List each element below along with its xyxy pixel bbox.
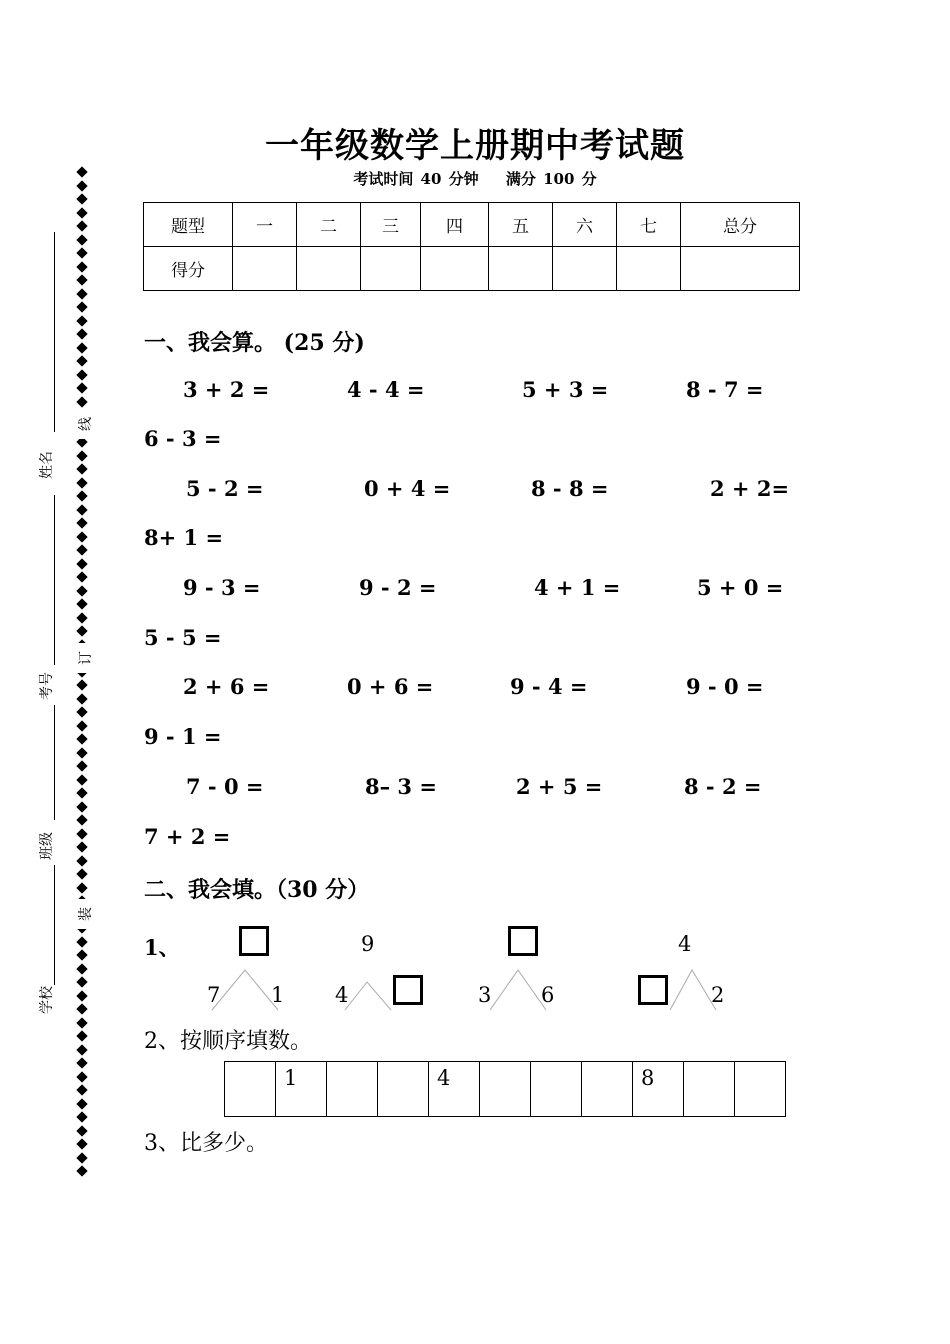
answer-box[interactable]: [239, 926, 269, 956]
diamond-bullet: [76, 531, 87, 542]
diamond-bullet: [76, 936, 87, 947]
diamond-bullet: [76, 679, 87, 690]
diamond-bullet: [76, 828, 87, 839]
sequence-cell[interactable]: [378, 1062, 429, 1117]
bond-left-number: 3: [478, 983, 492, 1007]
diamond-bullet: [76, 814, 87, 825]
equation: 8+ 1 =: [144, 525, 224, 550]
equation: 5 - 2 =: [186, 476, 264, 501]
equation: 2 + 2=: [710, 476, 790, 501]
score-cell[interactable]: [233, 247, 297, 291]
equation: 3 + 2 =: [183, 377, 270, 402]
answer-box[interactable]: [638, 975, 668, 1005]
diamond-bullet: [76, 342, 87, 353]
bond-right-number: 6: [541, 983, 555, 1007]
score-cell[interactable]: [361, 247, 421, 291]
diamond-bullet: [76, 747, 87, 758]
equation: 6 - 3 =: [144, 426, 222, 451]
diamond-bullet: [76, 1044, 87, 1055]
diamond-bullet: [76, 1003, 87, 1014]
equation: 7 - 0 =: [186, 774, 264, 799]
diamond-bullet: [76, 558, 87, 569]
equation: 9 - 2 =: [359, 575, 437, 600]
diamond-bullet: [76, 463, 87, 474]
question2-label: 2、按顺序填数。: [144, 1029, 312, 1054]
bond-top-number: 4: [678, 932, 692, 956]
diamond-bullet: [76, 706, 87, 717]
diamond-bullet: [76, 760, 87, 771]
sequence-cell[interactable]: [582, 1062, 633, 1117]
diamond-bullet: [76, 720, 87, 731]
sidebar-label-class: 班级: [39, 832, 55, 860]
score-table: [143, 202, 800, 291]
equation: 9 - 4 =: [510, 674, 588, 699]
diamond-bullet: [76, 1098, 87, 1109]
diamond-bullet: [76, 207, 87, 218]
diamond-bullet: [76, 1071, 87, 1082]
diamond-bullet: [76, 490, 87, 501]
score-table-score-row: [144, 247, 800, 291]
score-header-cell: 六: [553, 203, 617, 247]
bond-left-number: 7: [207, 983, 221, 1007]
equation: 4 - 4 =: [347, 377, 425, 402]
diamond-bullet: [76, 1084, 87, 1095]
diamond-bullet: [76, 288, 87, 299]
sequence-cell[interactable]: [480, 1062, 531, 1117]
diamond-bullet: [76, 328, 87, 339]
diamond-bullet: [76, 450, 87, 461]
diamond-bullet: [76, 274, 87, 285]
diamond-bullet: [76, 220, 87, 231]
equation: 9 - 1 =: [144, 724, 222, 749]
score-row-label: 得分: [144, 247, 233, 291]
bond-right-number: 1: [271, 983, 285, 1007]
equation: 8 - 2 =: [684, 774, 762, 799]
diamond-bullet: [76, 976, 87, 987]
equation: 2 + 5 =: [516, 774, 603, 799]
binding-mark-staple: 订: [75, 643, 95, 673]
score-header-cell: 一: [233, 203, 297, 247]
diamond-bullet: [76, 315, 87, 326]
equation: 2 + 6 =: [183, 674, 270, 699]
equation: 9 - 3 =: [183, 575, 261, 600]
score-header-cell: 四: [421, 203, 489, 247]
diamond-bullet: [76, 598, 87, 609]
diamond-bullet: [76, 1138, 87, 1149]
question1-label: 1、: [144, 935, 180, 960]
diamond-bullet: [76, 301, 87, 312]
diamond-bullet: [76, 544, 87, 555]
diamond-bullet: [76, 1057, 87, 1068]
score-header-cell: 七: [617, 203, 681, 247]
class-underline: [54, 705, 55, 820]
bond-right-number: 2: [711, 983, 725, 1007]
score-cell[interactable]: [681, 247, 800, 291]
answer-box[interactable]: [508, 926, 538, 956]
score-header-cell: 总分: [681, 203, 800, 247]
exam-time: 考试时间 40 分钟: [353, 170, 479, 188]
diamond-bullet: [76, 571, 87, 582]
score-header-cell: 二: [297, 203, 361, 247]
sequence-cell[interactable]: [684, 1062, 735, 1117]
number-bond-branch: [488, 966, 548, 1012]
equation: 0 + 6 =: [347, 674, 434, 699]
sidebar-label-exam-number: 考号: [39, 672, 55, 700]
sequence-cell[interactable]: 1: [276, 1062, 327, 1117]
diamond-bullet: [76, 382, 87, 393]
score-cell[interactable]: [297, 247, 361, 291]
diamond-bullet: [76, 949, 87, 960]
sequence-cell[interactable]: [225, 1062, 276, 1117]
diamond-bullet: [76, 1152, 87, 1163]
diamond-bullet: [76, 963, 87, 974]
diamond-bullet: [76, 234, 87, 245]
diamond-bullet: [76, 517, 87, 528]
name-underline: [54, 232, 55, 432]
score-cell[interactable]: [553, 247, 617, 291]
sequence-cell[interactable]: [735, 1062, 786, 1117]
sequence-row: [225, 1062, 786, 1117]
section1-heading: 一、我会算。 (25 分): [144, 330, 365, 356]
equation: 0 + 4 =: [364, 476, 451, 501]
bond-top-number: 9: [361, 932, 375, 956]
sidebar-label-school: 学校: [39, 986, 55, 1014]
equation: 8– 3 =: [365, 774, 437, 799]
diamond-bullet: [76, 801, 87, 812]
sequence-cell[interactable]: [327, 1062, 378, 1117]
score-cell[interactable]: [421, 247, 489, 291]
page-title: 一年级数学上册期中考试题: [265, 126, 685, 166]
diamond-bullet: [76, 261, 87, 272]
diamond-bullet: [76, 733, 87, 744]
sequence-cell[interactable]: [531, 1062, 582, 1117]
diamond-bullet: [76, 612, 87, 623]
sequence-table: [224, 1061, 786, 1117]
score-header-cell: 三: [361, 203, 421, 247]
equation: 5 + 0 =: [697, 575, 784, 600]
diamond-bullet: [76, 193, 87, 204]
binding-mark-line: 线: [75, 409, 95, 439]
diamond-bullet: [76, 882, 87, 893]
bond-left-number: 4: [335, 983, 349, 1007]
diamond-bullet: [76, 477, 87, 488]
number-bond-branch: [343, 978, 393, 1012]
diamond-bullet: [76, 1017, 87, 1028]
equation: 9 - 0 =: [686, 674, 764, 699]
section2-heading: 二、我会填。（30 分）: [144, 877, 370, 903]
score-table-header-row: [144, 203, 800, 247]
score-cell[interactable]: [489, 247, 553, 291]
school-underline: [54, 865, 55, 985]
score-header-cell: 题型: [144, 203, 233, 247]
diamond-bullet: [76, 1125, 87, 1136]
diamond-bullet: [76, 1111, 87, 1122]
score-cell[interactable]: [617, 247, 681, 291]
diamond-bullet: [76, 396, 87, 407]
diamond-bullet: [76, 787, 87, 798]
diamond-bullet: [76, 504, 87, 515]
diamond-bullet: [76, 1165, 87, 1176]
full-score: 满分 100 分: [505, 170, 597, 188]
binding-mark-bind: 装: [75, 899, 95, 929]
exam-number-underline: [54, 495, 55, 665]
diamond-bullet: [76, 585, 87, 596]
exam-info: [0, 168, 950, 189]
binding-diamond-chain: [76, 168, 90, 1178]
sequence-cell[interactable]: 4: [429, 1062, 480, 1117]
diamond-bullet: [76, 990, 87, 1001]
sequence-cell[interactable]: 8: [633, 1062, 684, 1117]
equation: 4 + 1 =: [534, 575, 621, 600]
sidebar-label-name: 姓名: [39, 451, 55, 479]
equation: 5 - 5 =: [144, 625, 222, 650]
equation: 8 - 7 =: [686, 377, 764, 402]
diamond-bullet: [76, 868, 87, 879]
equation: 5 + 3 =: [522, 377, 609, 402]
number-bond-branch: [210, 966, 280, 1012]
diamond-bullet: [76, 247, 87, 258]
score-header-cell: 五: [489, 203, 553, 247]
diamond-bullet: [76, 355, 87, 366]
diamond-bullet: [76, 774, 87, 785]
diamond-bullet: [76, 693, 87, 704]
diamond-bullet: [76, 625, 87, 636]
equation: 7 + 2 =: [144, 824, 231, 849]
diamond-bullet: [76, 855, 87, 866]
diamond-bullet: [76, 841, 87, 852]
diamond-bullet: [76, 369, 87, 380]
question3-label: 3、比多少。: [144, 1131, 268, 1156]
answer-box[interactable]: [393, 975, 423, 1005]
equation: 8 - 8 =: [531, 476, 609, 501]
diamond-bullet: [76, 1030, 87, 1041]
